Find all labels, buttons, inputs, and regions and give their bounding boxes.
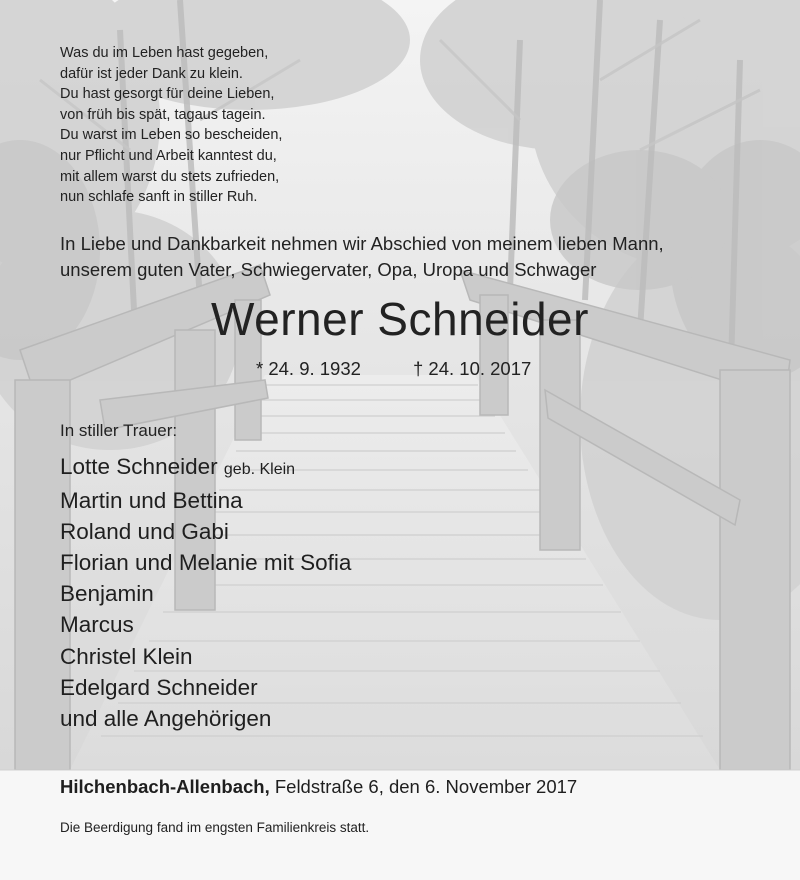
poem-line: nun schlafe sanft in stiller Ruh. (60, 189, 258, 206)
mourner-name: Marcus (60, 612, 134, 638)
mourner-name: Florian und Melanie mit Sofia (60, 550, 352, 576)
farewell-intro (60, 231, 664, 283)
poem-line: Du warst im Leben so bescheiden, (60, 127, 283, 144)
mourner-note: geb. Klein (223, 461, 296, 478)
memorial-poem (60, 43, 282, 208)
location-address-date: Feldstraße 6, den 6. November 2017 (269, 776, 578, 797)
mourner-item (60, 547, 351, 578)
mourner-name: und alle Angehörigen (60, 705, 272, 731)
mourner-name: Roland und Gabi (60, 519, 229, 545)
mourner-name: Benjamin (60, 581, 154, 607)
poem-line: Du hast gesorgt für deine Lieben, (60, 86, 275, 103)
poem-line: von früh bis spät, tagaus tagein. (60, 106, 266, 123)
mourner-item (60, 641, 351, 672)
funeral-note: Die Beerdigung fand im engsten Familienkreis statt. (60, 820, 370, 835)
mourner-name: Lotte Schneider (60, 454, 218, 479)
mourner-item (60, 485, 351, 516)
mourner-item (60, 578, 351, 609)
location-line (60, 776, 577, 798)
intro-line: In Liebe und Dankbarkeit nehmen wir Abschied von meinem lieben Mann, (60, 233, 664, 254)
mourner-item (60, 703, 351, 734)
mourners-list (60, 451, 351, 734)
deceased-name: Werner Schneider (211, 293, 589, 345)
mourner-name: Edelgard Schneider (60, 674, 258, 700)
poem-line: Was du im Leben hast gegeben, (60, 45, 269, 61)
mourner-name: Martin und Bettina (60, 488, 243, 514)
poem-line: mit allem warst du stets zufrieden, (60, 168, 280, 185)
location-place: Hilchenbach-Allenbach, (60, 776, 270, 797)
mourner-item (60, 609, 351, 640)
mourner-item (60, 516, 351, 547)
death-date: † 24. 10. 2017 (413, 358, 532, 379)
mourner-name: Christel Klein (60, 643, 193, 669)
mourner-item (60, 672, 351, 703)
mourner-item (60, 451, 351, 485)
birth-date: * 24. 9. 1932 (256, 358, 361, 379)
poem-line: dafür ist jeder Dank zu klein. (60, 65, 243, 82)
poem-line: nur Pflicht und Arbeit kanntest du, (60, 147, 277, 164)
mourning-label: In stiller Trauer: (60, 421, 178, 440)
intro-line: unserem guten Vater, Schwiegervater, Opa, Uropa und Schwager (60, 259, 597, 280)
